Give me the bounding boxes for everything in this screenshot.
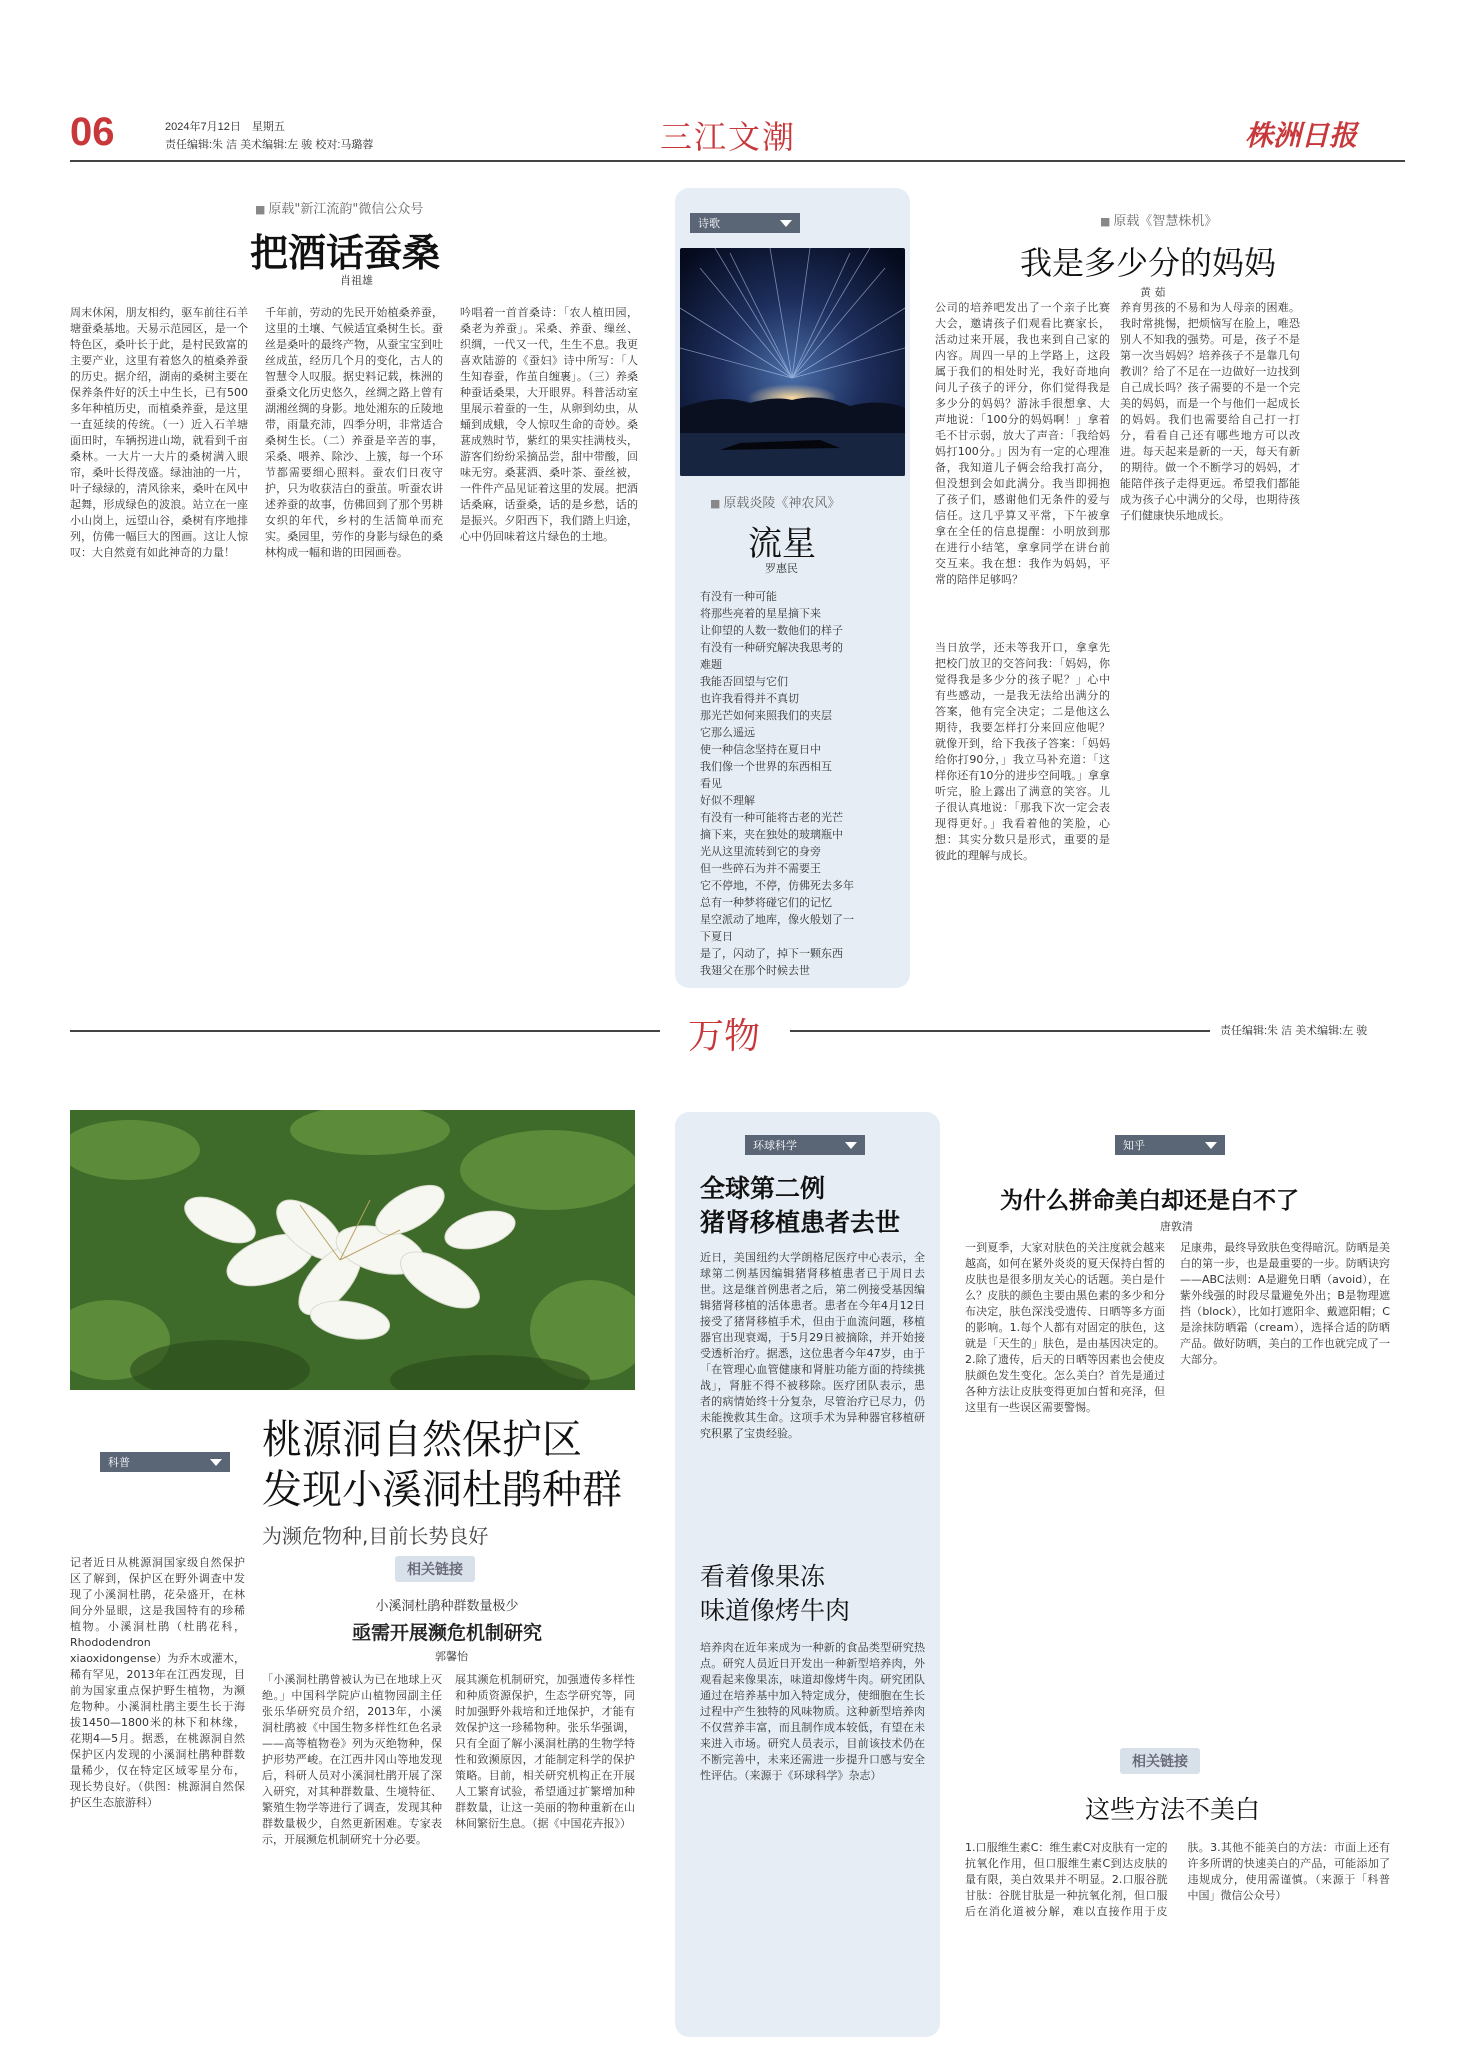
article4-tag (100, 1452, 230, 1472)
article6-tag (1115, 1135, 1225, 1155)
article4-related-badge: 相关链接 (395, 1556, 475, 1582)
section2-title: 万物 (688, 1016, 761, 1057)
article2-source: ■ 原载炎陵《神农风》 (710, 492, 840, 511)
article6-tag-label: 知乎 (1123, 1139, 1145, 1152)
article2-poem: 有没有一种可能 将那些亮着的星星摘下来 让仰望的人数一数他们的样子 有没有一种研究解决我思考的 难题 我能否回望与它们 也许我看得并不真切 那光芒如何来照我们的夹层 它那么遥远 使一种信念坚持在夏日中 我们像一个世界的东西相互 看见 好似不理解 有没有一种可能将古老的光芒 摘下来，夹在独处的玻璃瓶中 光从这里流转到它的身旁 但一些碎石为并不需要王 它不停地，不停，仿佛死去多年 总有一种梦将碰它们的记忆 星空派动了地库，像火般划了一 下夏日 是了，闪动了，掉下一颗东西 我翅父在那个时候去世 (700, 590, 854, 977)
article1-title: 把酒话蚕桑 (250, 231, 441, 275)
editors-credit: 责任编辑:朱 洁 美术编辑:左 骏 校对:马璐蓉 (165, 139, 374, 151)
chevron-down-icon (1205, 1142, 1217, 1149)
article1-author: 肖祖雄 (340, 274, 373, 287)
article5-col2: 培养肉在近年来成为一种新的食品类型研究热点。研究人员近日开发出一种新型培养肉，外观看起来像果冻，味道却像烤牛肉。研究团队通过在培养基中加入特定成分，使细胞在生长过程中产生独特的风味物质。这种新型培养肉不仅营养丰富，而且制作成本较低，有望在未来进入市场。研究人员表示，目前该技术仍在不断完善中，未来还需进一步提升口感与安全性评估。（来源于《环球科学》杂志） (700, 1641, 925, 1782)
article4-title-line2: 发现小溪洞杜鹃种群 (262, 1467, 622, 1513)
article5-title2: 看着像果冻 味道像烤牛肉 (700, 1562, 851, 1625)
article6-related-badge: 相关链接 (1120, 1748, 1200, 1774)
article1-source: ■ 原载"新江流韵"微信公众号 (255, 198, 423, 217)
article6-col2: 足康弗，最终导致肤色变得暗沉。防晒是美白的第一步，也是最重要的一步。防晒诀窍——ABC法则：A是避免日晒（avoid），在紫外线强的时段尽量避免外出；B是物理遮挡（block），比如打遮阳伞、戴遮阳帽；C是涂抹防晒霜（cream），选择合适的防晒产品。做好防晒，美白的工作也就完成了一大部分。 (1180, 1241, 1390, 1366)
chevron-down-icon (210, 1459, 222, 1466)
article2-title: 流星 (748, 524, 816, 564)
article4-sub-title2: 亟需开展濒危机制研究 (351, 1622, 542, 1644)
article4-col2: 「小溪洞杜鹃曾被认为已在地球上灭绝。」中国科学院庐山植物园副主任张乐华研究员介绍，2013年，小溪洞杜鹃被《中国生物多样性红色名录——高等植物卷》列为灭绝物种，保护形势严峻。在江西井冈山等地发现后，科研人员对小溪洞杜鹃开展了深入研究，对其种群数量、生境特征、繁殖生物学等进行了调查，发现其种群数量极少，自然更新困难。专家表示，开展濒危机制研究十分必要。 (262, 1673, 442, 1846)
article3-title: 我是多少分的妈妈 (1020, 244, 1277, 282)
article6-title2: 这些方法不美白 (1085, 1795, 1261, 1824)
section-rule-left (70, 1030, 660, 1032)
article4-sub-author: 郭馨怡 (435, 1650, 468, 1663)
header-rule (70, 160, 1405, 162)
article5-title: 全球第二例 猪肾移植患者去世 (700, 1174, 901, 1237)
article3-col2: 当日放学，还未等我开口，拿拿先把校门放卫的交答问我：「妈妈，你觉得我是多少分的孩子呢？」心中有些感动，一是我无法给出满分的答案，他有完全决定；二是他这么期待，我要怎样打分来回应他呢？就像开到，给下我孩子答案：「妈妈给你打90分，」我立马补充道：「这样你还有10分的进步空间哦。」拿拿听完，脸上露出了满意的笑容。儿子很认真地说：「那我下次一定会表现得更好。」我看着他的笑脸，心想：其实分数只是形式，重要的是彼此的理解与成长。 (935, 641, 1110, 862)
paper-logo: 株洲日报 (1245, 119, 1358, 152)
article4-col3: 展其濒危机制研究，加强遗传多样性和种质资源保护，生态学研究等，同时加强野外栽培和迁地保护，才能有效保护这一珍稀物种。张乐华强调，只有全面了解小溪洞杜鹃的生物学特性和致濒原因，才能制定科学的保护策略。目前，相关研究机构正在开展人工繁育试验，希望通过扩繁增加种群数量，让这一美丽的物种重新在山林间繁衍生息。（据《中国花卉报》） (455, 1673, 635, 1830)
article4-tag-label: 科普 (108, 1456, 130, 1469)
article2-author: 罗惠民 (765, 562, 798, 575)
article3-col3: 养育男孩的不易和为人母亲的困难。我时常挑惕，把烦恼写在脸上，唯恐别人不知我的强势。可是，孩子不是第一次当妈妈？培养孩子不是靠几句教训？给了不足在一边做好一边找到自己成长吗？孩子需要的不是一个完美的妈妈，而是一个与他们一起成长的妈妈。我们也需要给自己打一打分，看看自己还有哪些地方可以改进。每天起来是新的一天，每天有新的期待。做一个不断学习的妈妈，才能陪伴孩子走得更远。希望我们都能成为孩子心中满分的父母，也期待孩子们健康快乐地成长。 (1120, 301, 1300, 522)
chevron-down-icon (845, 1142, 857, 1149)
article5-col1: 近日，美国纽约大学朗格尼医疗中心表示，全球第二例基因编辑猪肾移植患者已于周日去世。这是继首例患者之后，第二例接受基因编辑猪肾移植的活体患者。患者在今年4月12日接受了猪肾移植手术，但由于血流问题，移植器官出现衰竭，于5月29日被摘除，并开始接受透析治疗。据悉，这位患者今年47岁，由于「在管理心血管健康和肾脏功能方面的持续挑战」，肾脏不得不被移除。医疗团队表示，患者的病情始终十分复杂，尽管治疗已尽力，仍未能挽救其生命。这项手术为异种器官移植研究积累了宝贵经验。 (700, 1251, 925, 1440)
section-rule-right (790, 1030, 1210, 1032)
article4-sub-title1: 小溪洞杜鹃种群数量极少 (375, 1599, 519, 1614)
article5-tag (745, 1135, 865, 1155)
article6-col3: 1.口服维生素C：维生素C对皮肤有一定的抗氧化作用，但口服维生素C到达皮肤的量有限，美白效果并不明显。2.口服谷胱甘肽：谷胱甘肽是一种抗氧化剂，但口服后在消化道被分解，难以直接作用于皮肤。3.其他不能美白的方法：市面上还有许多所谓的快速美白的产品，可能添加了违规成分，使用需谨慎。（来源于「科普中国」微信公众号） (965, 1841, 1390, 1918)
article4-subtitle: 为濒危物种,目前长势良好 (262, 1524, 489, 1548)
article1-col1: 周末休闲，朋友相约，驱车前往石羊塘蚕桑基地。天易示范园区，是一个特色区，桑叶长于此，是村民致富的主要产业，这里有着悠久的植桑养蚕的历史。据介绍，湖南的桑树主要在保养条件好的沃土中生长，已有500多年种植历史，而植桑养蚕，是这里一直延续的传统。（一）近入石羊塘面田时，车辆拐进山坳，就看到千亩桑林。一大片一大片的桑树满入眼帘，桑叶长得茂盛。绿油油的一片，叶子绿绿的，清风徐来，桑叶在风中起舞，形成绿色的波浪。站立在一座小山岗上，远望山谷，桑树有序地排列，仿佛一幅巨大的图画。这让人惊叹：大自然竟有如此神奇的力量！ (70, 306, 248, 559)
issue-date: 2024年7月12日 星期五 (165, 121, 285, 133)
chevron-down-icon (780, 220, 792, 227)
poem-tag (690, 213, 800, 233)
article3-author: 黄 茹 (1140, 286, 1166, 299)
section-title: 三江文潮 (660, 118, 797, 156)
poem-tag-label: 诗歌 (698, 217, 720, 230)
article4-col1: 记者近日从桃源洞国家级自然保护区了解到，保护区在野外调查中发现了小溪洞杜鹃，花朵盛开，在林间分外显眼，这是我国特有的珍稀植物。小溪洞杜鹃（杜鹃花科，Rhododendron xiaoxidongense）为乔木或灌木，稀有罕见，2013年在江西发现，目前为国家重点保护野生植物，为濒危物种。小溪洞杜鹃主要生长于海拔1450—1800米的林下和林缘，花期4—5月。据悉，在桃源洞自然保护区内发现的小溪洞杜鹃种群数量稀少，仅在特定区域零星分布，现长势良好。（供图：桃源洞自然保护区生态旅游科） (70, 1556, 245, 1809)
article1-col3: 吟唱着一首首桑诗：「农人植田园，桑老为养蚕」。采桑、养蚕、缫丝、织绸，一代又一代，生生不息。我更喜欢陆游的《蚕妇》诗中所写：「人生知春蚕，作茧自缠裹」。（三）养桑种蚕话桑果，大开眼界。科普活动室里展示着蚕的一生，从卵到幼虫，从蛹到成蛾，令人惊叹生命的奇妙。桑葚成熟时节，紫红的果实挂满枝头，游客们纷纷采摘品尝，甜中带酸，回味无穷。桑葚酒、桑叶茶、蚕丝被，一件件产品见证着这里的发展。把酒话桑麻，话蚕桑，话的是乡愁，话的是振兴。夕阳西下，我们踏上归途，心中仍回味着这片绿色的土地。 (460, 306, 638, 543)
article6-author: 唐敦清 (1160, 1220, 1193, 1233)
article1-col2: 千年前，劳动的先民开始植桑养蚕，这里的土壤、气候适宜桑树生长。蚕丝是桑叶的最终产物，从蚕宝宝到吐丝成茧，经历几个月的变化，古人的智慧令人叹服。据史料记载，株洲的蚕桑文化历史悠久，丝绸之路上曾有湖湘丝绸的身影。地处湘东的丘陵地带，雨量充沛，四季分明，非常适合桑树生长。（二）养蚕是辛苦的事，采桑、喂养、除沙、上簇，每一个环节都需要细心照料。蚕农们日夜守护，只为收获洁白的蚕茧。听蚕农讲述养蚕的故事，仿佛回到了那个男耕女织的年代，乡村的生活简单而充实。桑园里，劳作的身影与绿色的桑林构成一幅和谐的田园画卷。 (265, 306, 443, 559)
section2-editors: 责任编辑:朱 洁 美术编辑:左 骏 (1220, 1025, 1368, 1037)
rhododendron-photo (70, 1110, 635, 1390)
article6-title: 为什么拼命美白却还是白不了 (1000, 1188, 1299, 1214)
article5-tag-label: 环球科学 (753, 1139, 797, 1152)
article6-col1: 一到夏季，大家对肤色的关注度就会越来越高，如何在紧外炎炎的夏天保持白皙的皮肤也是很多朋友关心的话题。美白是什么？皮肤的颜色主要由黑色素的多少和分布决定，肤色深浅受遗传、日晒等多方面的影响。1.每个人都有对固定的肤色，这就是「天生的」肤色，是由基因决定的。2.除了遗传，后天的日晒等因素也会使皮肤颜色发生变化。怎么美白？首先是通过各种方法让皮肤变得更加白皙和亮泽，但这里有一些误区需要警惕。 (965, 1241, 1165, 1414)
article3-source: ■ 原载《智慧株机》 (1100, 210, 1217, 229)
page-number: 06 (70, 110, 115, 154)
article4-title-line1: 桃源洞自然保护区 (262, 1417, 582, 1463)
starry-sky-photo (680, 248, 905, 476)
article3-col1: 公司的培养吧发出了一个亲子比赛大会，邀请孩子们观看比赛家长，活动过来开展，我也来到自己家的内容。周四一早的上学路上，这段属于我们的相处时光，我好奇地向问儿子孩子的评分，你们觉得我是多少分的妈妈？游泳手很想拿、大声地说：「100分的妈妈啊！」拿着毛不甘示弱，放大了声音：「我给妈妈打100分。」因为有一定的心理准备，我知道儿子俩会给我打高分，但没想到会如此满分。我当即拥抱了孩子们，感谢他们无条件的爱与信任。这几乎算又平常，下午被拿拿在全任的信息提醒：小明放到那在进行小结笔，拿拿同学在讲台前交互来。我在想：我作为妈妈，平常的陪伴足够吗？ (935, 301, 1110, 586)
